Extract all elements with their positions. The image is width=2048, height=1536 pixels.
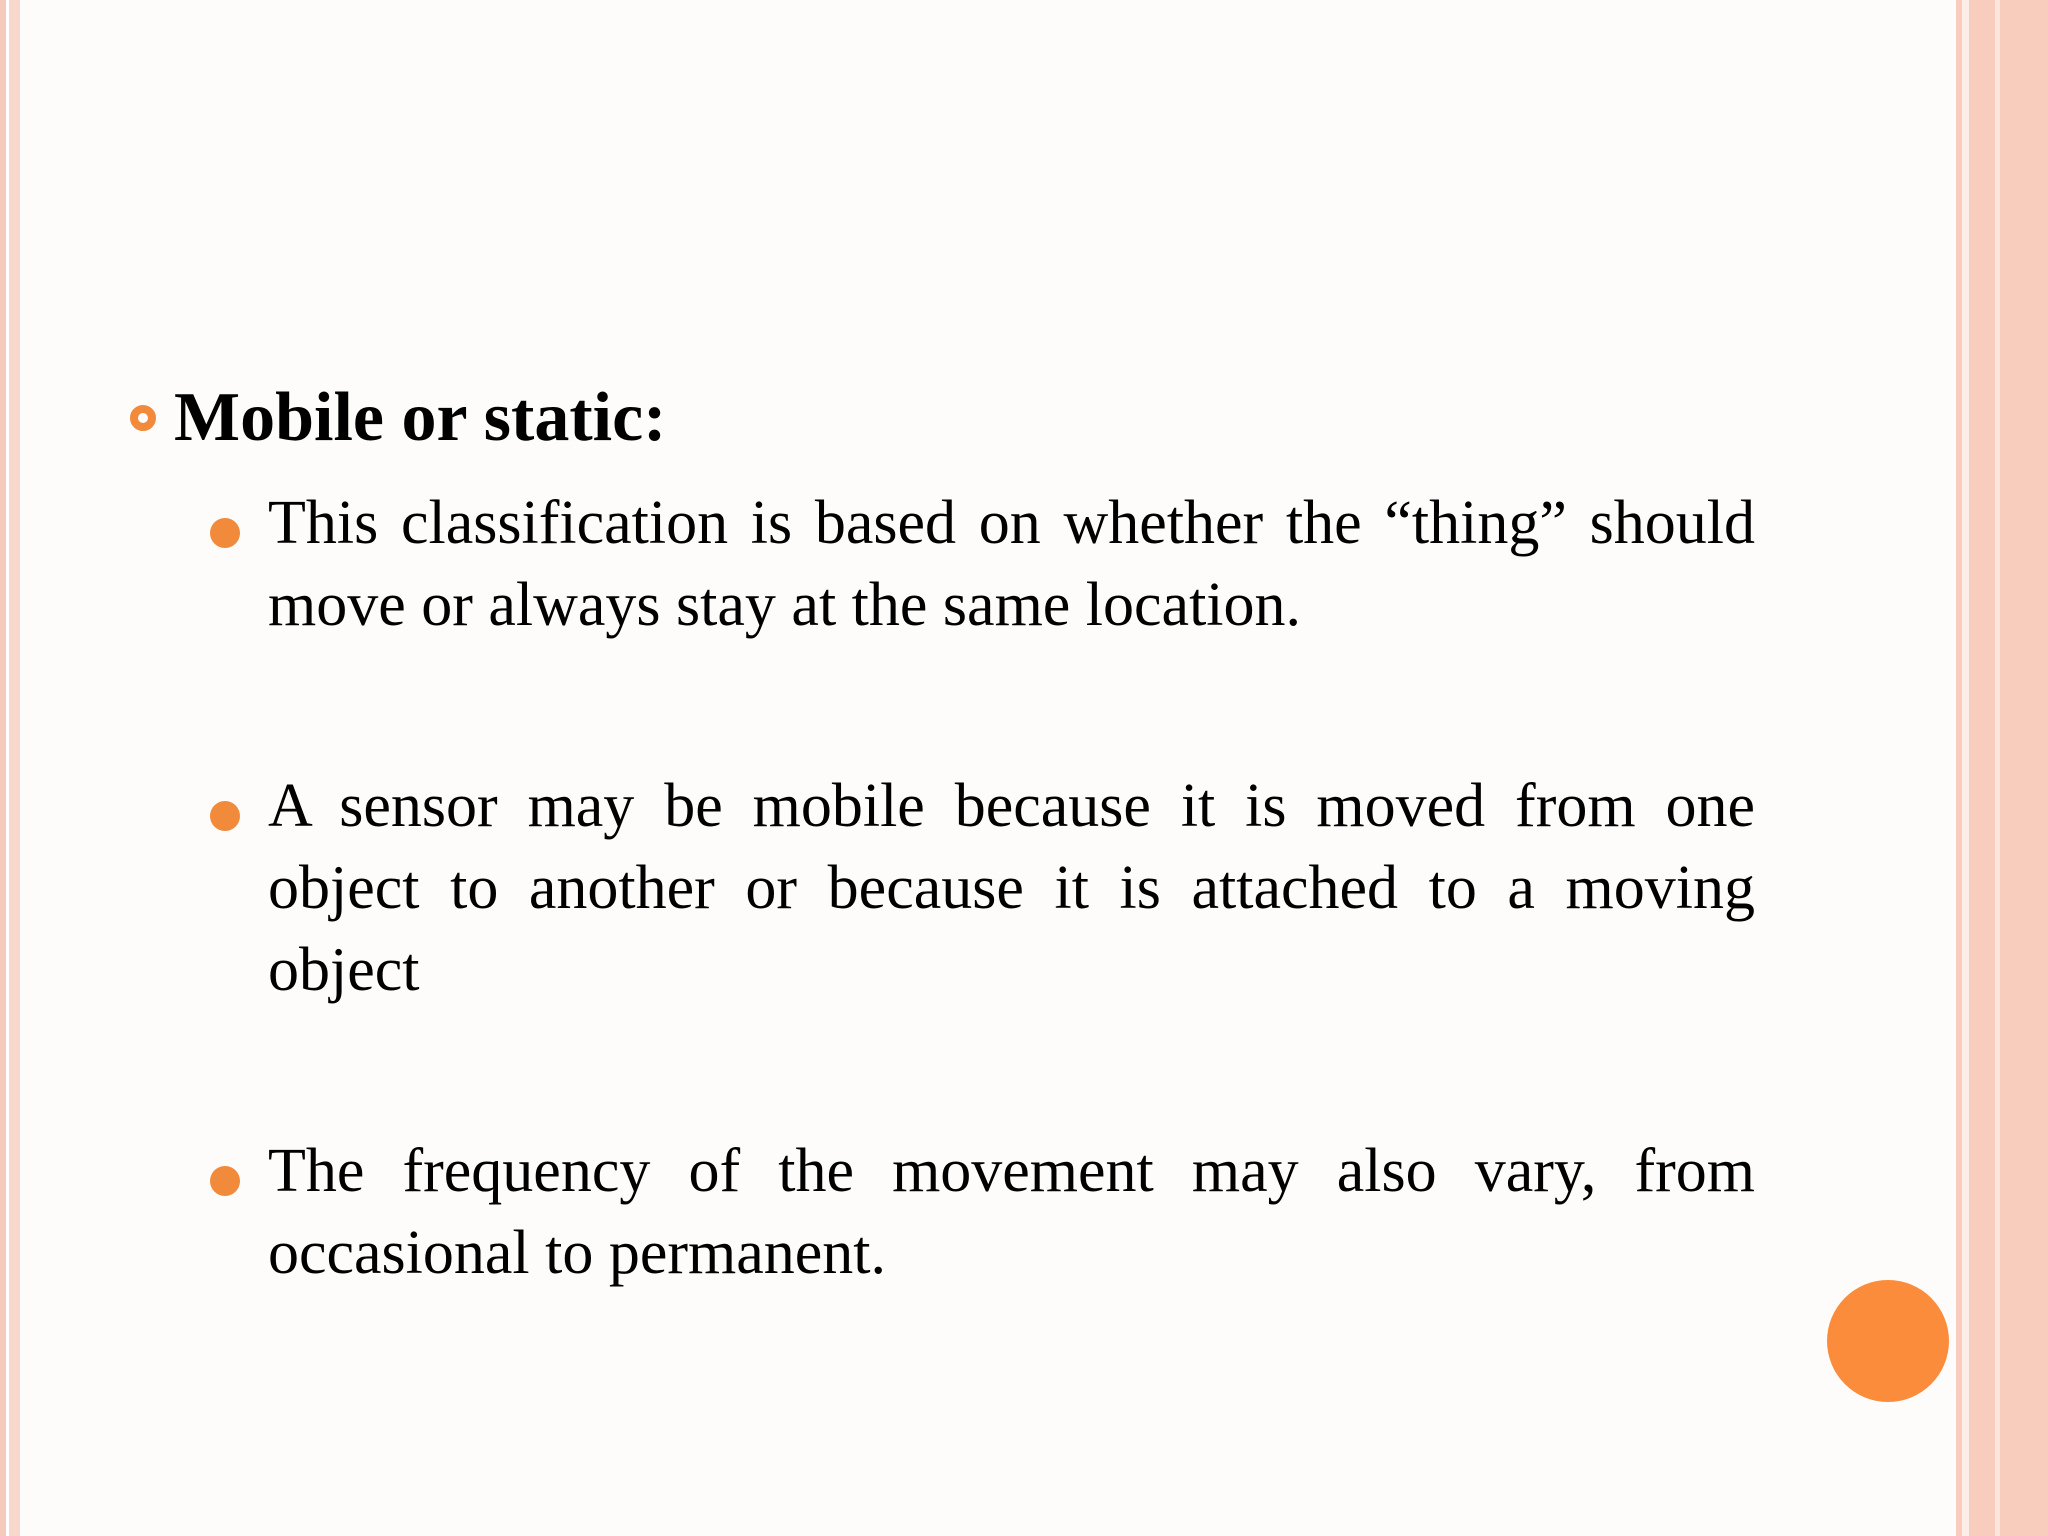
slide-heading	[130, 372, 666, 464]
right-frame-stripe	[1995, 0, 2000, 1536]
heading-text: Mobile or static:	[174, 379, 667, 456]
bullet-item	[210, 1130, 1755, 1294]
dot-bullet-icon	[210, 1166, 240, 1196]
bullet-item	[210, 765, 1755, 1011]
left-frame-band	[0, 0, 20, 1536]
bullet-item	[210, 482, 1755, 646]
bullet-text: A sensor may be mobile because it is moved from one object to another or because it is attached to a moving object	[268, 772, 1755, 1004]
orange-circle-decoration	[1827, 1280, 1949, 1402]
right-frame-stripe	[1962, 0, 1969, 1536]
right-frame-band	[1956, 0, 2048, 1536]
bullet-text: The frequency of the movement may also vary, from occasional to permanent.	[268, 1137, 1755, 1287]
ring-bullet-icon	[130, 405, 156, 431]
bullet-text: This classification is based on whether the “thing” should move or always stay at the same location.	[268, 489, 1755, 639]
dot-bullet-icon	[210, 801, 240, 831]
dot-bullet-icon	[210, 518, 240, 548]
